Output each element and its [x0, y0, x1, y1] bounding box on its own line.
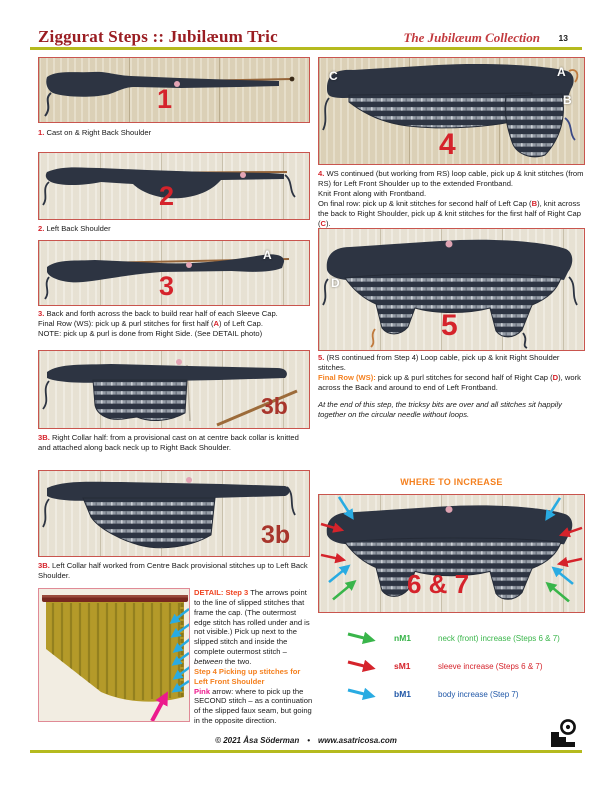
green-arrow-icon	[346, 631, 382, 645]
snail-steps-logo-icon	[551, 719, 577, 753]
sleeve-cap-section	[93, 380, 187, 420]
where-to-increase-heading: WHERE TO INCREASE	[400, 477, 503, 487]
caption-text: Right Collar half: from a provisional cast on at centre back collar is knitted and attached along back neck up to Right Back Shoulder.	[38, 433, 299, 453]
detail-text-block	[194, 588, 314, 726]
copyright-text: © 2021 Åsa Söderman	[215, 736, 300, 745]
stitch-marker	[446, 506, 453, 513]
header-rule	[30, 47, 582, 50]
needle-highlight	[42, 595, 188, 598]
photo-number: 5	[441, 309, 458, 342]
caption-text: ).	[326, 219, 331, 229]
yarn-tail-blue	[565, 118, 575, 140]
detail-photo-illustration	[39, 589, 189, 721]
detail-text: The arrows point to the line of slipped stitches that frame the cap. (The outermost edge stitch has rolled under and is not visible.) Pick up next to the slipped stitch and inside the complete outermost stitch	[194, 588, 310, 657]
step-number: 1.	[38, 128, 45, 137]
photo-number: 3	[159, 271, 175, 301]
caption-text: Knit Front along with Frontband.	[318, 189, 427, 199]
caption-step-1	[38, 128, 310, 138]
needle-knob	[290, 77, 295, 82]
label-a: A	[263, 248, 272, 262]
step-number: 4.	[318, 169, 325, 178]
stitch-marker	[446, 241, 453, 248]
step-number: 2.	[38, 224, 45, 233]
photo-number: 6 & 7	[407, 569, 470, 599]
legend-abbr: nM1	[394, 633, 411, 643]
photo-number: 4	[439, 128, 456, 161]
detail-text-italic: –between	[194, 647, 287, 667]
legend-item-sleeve-increase	[346, 659, 543, 673]
caption-text: Cast on & Right Back Shoulder	[44, 128, 152, 137]
pink-word: Pink	[194, 686, 211, 696]
photo-step-3b-right-collar	[38, 350, 310, 429]
yarn-tail	[569, 277, 577, 305]
sleeve-cap-section	[83, 498, 215, 548]
footer	[0, 736, 612, 745]
label-c: C	[329, 69, 338, 83]
photo-step-5	[318, 228, 585, 351]
label-c-ref: C	[320, 219, 327, 229]
caption-text: (RS continued from Step 4) Loop cable, pick up & knit Right Shoulder stitches.	[318, 353, 560, 373]
yarn-tail	[45, 93, 51, 116]
photo-step-1	[38, 57, 310, 123]
knit-rib-texture	[53, 603, 179, 700]
yarn-tail-orange	[371, 329, 375, 347]
label-b-ref: B	[531, 199, 538, 209]
striped-body-section	[349, 93, 532, 128]
red-arrow-icon	[346, 659, 382, 673]
photo-step-3	[38, 240, 310, 306]
stitch-marker	[186, 477, 192, 483]
yarn-tail	[323, 279, 328, 305]
photo-number: 2	[159, 181, 175, 211]
detail-text: the two.	[222, 657, 252, 667]
legend-item-body-increase	[346, 687, 519, 701]
detail-text: arrow: where to pick up the SECOND stitch – as a continuation of the slipped faux seam, but going in the opposite direction.	[194, 686, 313, 726]
caption-text: Final Row (WS): pick up & purl stitches for first half (	[38, 319, 214, 329]
caption-text: On final row: pick up & knit stitches for second half of Left Cap (	[318, 199, 532, 209]
yarn-tail	[285, 175, 295, 197]
detail-step4-heading: Step 4 Picking up stitches for Left Front Shoulder	[194, 666, 301, 686]
caption-text: Left Collar half worked from Centre Back provisional stitches up to Left Back Shoulder.	[38, 561, 308, 581]
yarn-tail	[523, 333, 527, 348]
photo-number: 3b	[261, 521, 291, 549]
photo-step-2	[38, 152, 310, 220]
page-number: 13	[558, 33, 568, 43]
photo-number: 3b	[261, 393, 288, 419]
caption-text: ) of Left Cap.	[219, 319, 263, 329]
label-d: D	[331, 276, 340, 290]
caption-text: Back and forth across the back to build rear half of each Sleeve Cap.	[44, 309, 278, 318]
yarn-tail	[323, 98, 329, 130]
legend-desc: neck (front) increase (Steps 6 & 7)	[438, 633, 560, 643]
caption-step-4	[318, 169, 585, 229]
yarn-tail	[45, 277, 49, 299]
photo-detail-yellow-swatch	[38, 588, 190, 722]
photo-steps-6-7	[318, 494, 585, 613]
legend-abbr: bM1	[394, 689, 411, 699]
step-number: 3B.	[38, 433, 50, 442]
step-number: 3.	[38, 309, 45, 318]
website-link[interactable]: www.asatricosa.com	[318, 736, 397, 745]
photo-number: 1	[157, 84, 173, 114]
caption-step-3b-right	[38, 433, 310, 453]
label-d-ref: D	[552, 373, 559, 383]
caption-step-3b-left	[38, 561, 310, 581]
page-title: Ziggurat Steps :: Jubilæum Tric	[38, 27, 278, 46]
footer-separator: •	[307, 736, 311, 745]
caption-step-2	[38, 224, 310, 234]
yarn-tail	[43, 499, 49, 527]
photo-step-4	[318, 57, 585, 165]
stitch-marker	[174, 81, 180, 87]
legend-item-neck-increase	[346, 631, 560, 645]
caption-text: pick up & purl stitches for second half of Right Cap (	[375, 373, 553, 383]
legend-desc: body increase (Step 7)	[438, 689, 519, 699]
final-row-label: Final Row (WS):	[318, 373, 376, 383]
caption-text: ), knit across the back to Right Shoulder, pick up & knit stitches for the first half of Right Cap (	[318, 199, 581, 229]
legend-abbr: sM1	[394, 661, 411, 671]
stitch-marker	[176, 359, 182, 365]
caption-text: NOTE: pick up & purl is done from Right Side. (See DETAIL photo)	[38, 329, 263, 339]
footer-rule	[30, 750, 582, 753]
label-a: A	[557, 65, 566, 79]
stitch-marker	[186, 262, 192, 268]
legend-desc: sleeve increase (Steps 6 & 7)	[438, 661, 543, 671]
caption-text: Left Back Shoulder	[44, 224, 111, 233]
stitch-marker	[240, 172, 246, 178]
caption-step-3	[38, 309, 310, 339]
sleeve-cap-lobe	[505, 94, 563, 157]
step-number: 3B.	[38, 561, 50, 570]
collection-title: The Jubilæum Collection	[403, 30, 540, 45]
photo-step-1-illustration	[39, 58, 309, 122]
label-b: B	[563, 93, 572, 107]
photo-step-3b-left-collar	[38, 470, 310, 557]
yarn-tail	[43, 182, 49, 205]
caption-step-5	[318, 353, 585, 420]
caption-text: WS continued (but working from RS) loop cable, pick up & knit stitches (from RS) for Left Front Shoulder up to the extended Frontband.	[318, 169, 584, 189]
detail-heading: DETAIL: Step 3	[194, 588, 249, 597]
caption-text: ), work across the Back and around to end of Left Frontband.	[318, 373, 581, 393]
label-a-ref: A	[213, 319, 220, 329]
caption-note-italic: At the end of this step, the tricksy bits are over and all stitches sit happily together on the circular needle without loops.	[318, 400, 562, 420]
yarn-tail	[43, 381, 49, 409]
step-number: 5.	[318, 353, 325, 362]
cyan-arrow-icon	[346, 687, 382, 701]
